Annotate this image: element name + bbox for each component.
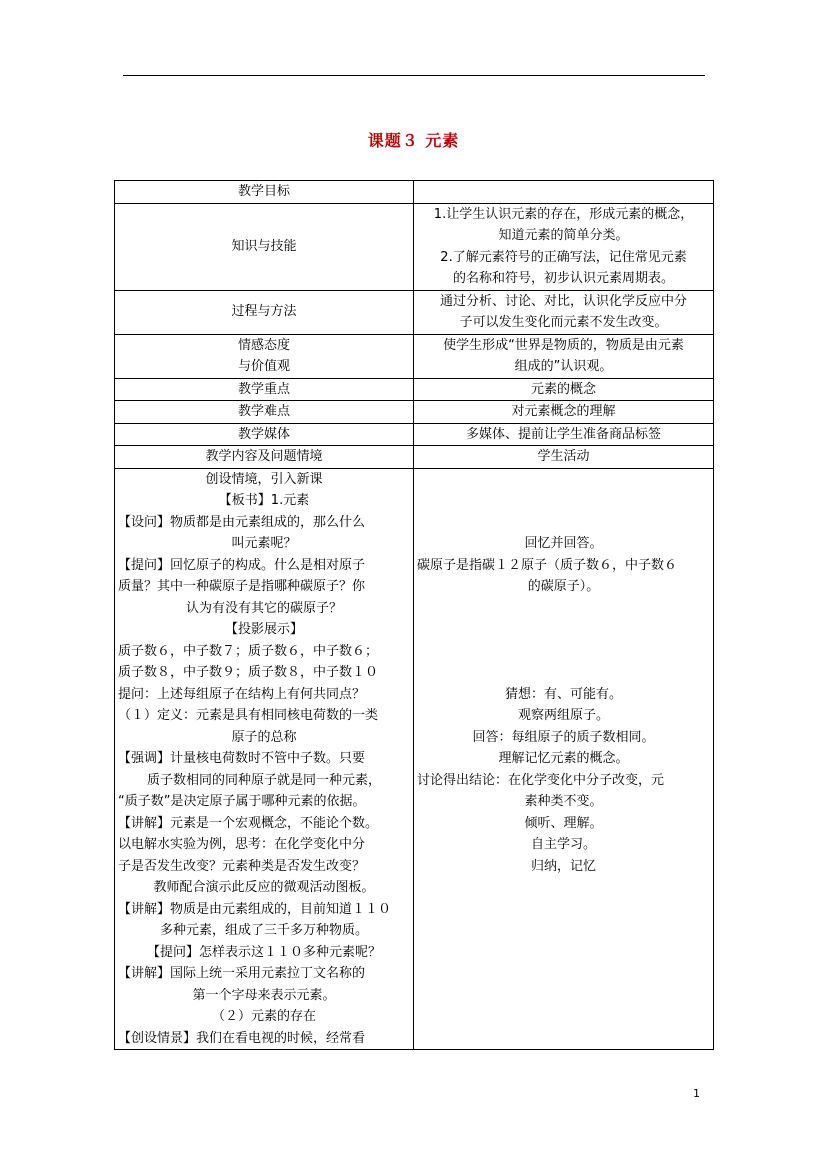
activity-line: 讨论得出结论：在化学变化中分子改变，元 (417, 772, 665, 788)
row-value-line: 多媒体、提前让学生准备商品标签 (465, 426, 661, 442)
row-knowledge-skills (115, 203, 714, 290)
row-value-cell (414, 203, 714, 290)
content-line: 【创设情景】我们在看电视的时候，经常看 (118, 1030, 366, 1046)
page-title (0, 128, 827, 151)
activity-line (417, 512, 710, 534)
activity-line: 归纳，记忆 (530, 858, 596, 874)
activity-line: 倾听、理解。 (524, 815, 603, 831)
activity-line: 理解记忆元素的概念。 (498, 751, 629, 766)
activity-line (417, 619, 710, 641)
content-line: 质量？其中一种碳原子是指哪种碳原子？你 (118, 579, 366, 594)
row-value-line: 对元素概念的理解 (511, 404, 616, 419)
activity-line: 回忆并回答。 (524, 536, 603, 551)
row-value-line: 元素的概念 (530, 381, 596, 397)
row-label-cell (115, 181, 414, 204)
content-line: 【提问】回忆原子的构成。什么是相对原子 (118, 557, 366, 573)
content-line: 【投影展示】 (224, 622, 303, 637)
activity-line (417, 598, 710, 620)
row-teaching-goals (115, 181, 714, 204)
content-line: 【提问】怎样表示这１１０多种元素呢？ (146, 944, 381, 960)
content-line: 以电解水实验为例，思考：在化学变化中分 (118, 837, 366, 852)
row-label-line: 过程与方法 (231, 304, 297, 320)
row-value-line: 学生活动 (537, 449, 590, 464)
page-number: 1 (693, 1087, 700, 1100)
content-line: 提问：上述每组原子在结构上有何共同点？ (118, 686, 366, 702)
content-line: 创设情境，引入新课 (205, 471, 323, 487)
content-line: 教师配合演示此反应的微观活动图板。 (153, 880, 375, 895)
content-line: 认为有没有其它的碳原子？ (185, 600, 342, 616)
content-line: 质子数相同的同种原子就是同一种元素， (146, 772, 381, 788)
row-key-point (115, 378, 714, 401)
content-line: 多种元素，组成了三千多万种物质。 (159, 923, 368, 938)
row-label-line: 教学难点 (237, 404, 290, 419)
activity-line (417, 469, 710, 491)
row-label-cell (115, 334, 414, 378)
content-line: （１）定义：元素是具有相同核电荷数的一类 (118, 708, 379, 723)
row-value-cell (414, 446, 714, 469)
content-line: 子是否发生改变？元素种类是否发生改变？ (118, 858, 366, 874)
activity-line: 碳原子是指碳１２原子（质子数６，中子数６ (417, 557, 678, 573)
row-label-cell (115, 290, 414, 334)
row-value-cell (414, 334, 714, 378)
row-value-cell (414, 401, 714, 424)
teaching-content-cell (115, 468, 414, 1050)
row-label-cell (115, 378, 414, 401)
row-label-cell (115, 203, 414, 290)
row-media (115, 423, 714, 446)
row-value-cell (414, 423, 714, 446)
student-activity-cell (414, 468, 714, 1050)
lesson-number: 课题３ (367, 131, 419, 150)
row-label-line: 教学内容及问题情境 (205, 449, 323, 464)
content-line: 叫元素呢？ (231, 536, 297, 551)
header-rule (123, 75, 705, 76)
activity-line: 猜想：有、可能有。 (504, 686, 622, 702)
row-header-content (115, 446, 714, 469)
content-line: 第一个字母来表示元素。 (192, 987, 336, 1003)
lesson-topic: 元素 (425, 131, 460, 150)
activity-line (417, 490, 710, 512)
row-value-line: 1.让学生认识元素的存在，形成元素的概念， (433, 206, 694, 222)
activity-line: 自主学习。 (530, 837, 596, 852)
content-line: 质子数６，中子数７；质子数６，中子数６； (118, 643, 379, 659)
content-line: 质子数８，中子数９；质子数８，中子数１０ (118, 665, 379, 680)
activity-line (417, 662, 710, 684)
row-value-line: 的名称和符号，初步认识元素周期表。 (452, 271, 674, 286)
content-line: （２）元素的存在 (211, 1009, 316, 1024)
activity-line (417, 641, 710, 663)
row-value-line: 通过分析、讨论、对比，认识化学反应中分 (439, 293, 687, 309)
row-difficulty (115, 401, 714, 424)
row-process-methods (115, 290, 714, 334)
activity-line: 回答：每组原子的质子数相同。 (472, 729, 655, 745)
row-value-cell (414, 181, 714, 204)
row-label-line: 教学媒体 (237, 426, 290, 442)
row-label-line: 知识与技能 (231, 238, 297, 254)
activity-line: 素种类不变。 (524, 794, 603, 809)
content-line: 【板书】1.元素 (218, 493, 310, 508)
content-line: 【强调】计量核电荷数时不管中子数。只要 (118, 751, 366, 766)
row-value-line: 2.了解元素符号的正确写法，记住常见元素 (440, 249, 687, 265)
activity-line: 的碳原子）。 (527, 579, 600, 594)
activity-line: 观察两组原子。 (517, 708, 609, 723)
row-label-cell (115, 446, 414, 469)
row-label-cell (115, 423, 414, 446)
content-line: 【讲解】国际上统一采用元素拉丁文名称的 (118, 966, 366, 981)
row-value-line: 子可以发生变化而元素不发生改变。 (459, 315, 668, 330)
row-content-activities (115, 468, 714, 1050)
content-line: “质子数”是决定原子属于哪种元素的依据。 (118, 794, 366, 809)
row-value-cell (414, 378, 714, 401)
row-value-line: 知道元素的简单分类。 (498, 228, 629, 243)
row-label-line: 教学重点 (237, 381, 290, 397)
row-label-cell (115, 401, 414, 424)
content-line: 【设问】物质都是由元素组成的，那么什么 (118, 514, 366, 530)
row-label-line: 与价值观 (237, 359, 290, 374)
content-line: 【讲解】元素是一个宏观概念，不能论个数。 (118, 815, 379, 831)
content-line: 【讲解】物质是由元素组成的，目前知道１１０ (118, 901, 392, 917)
row-attitude-values (115, 334, 714, 378)
row-value-line: 使学生形成“世界是物质的，物质是由元素 (443, 337, 684, 353)
row-value-line: 组成的”认识观。 (514, 359, 613, 374)
row-value-cell (414, 290, 714, 334)
lesson-plan-table (114, 180, 714, 1050)
content-line: 原子的总称 (231, 729, 297, 745)
row-label-line: 教学目标 (237, 184, 290, 199)
row-label-line: 情感态度 (237, 337, 290, 353)
